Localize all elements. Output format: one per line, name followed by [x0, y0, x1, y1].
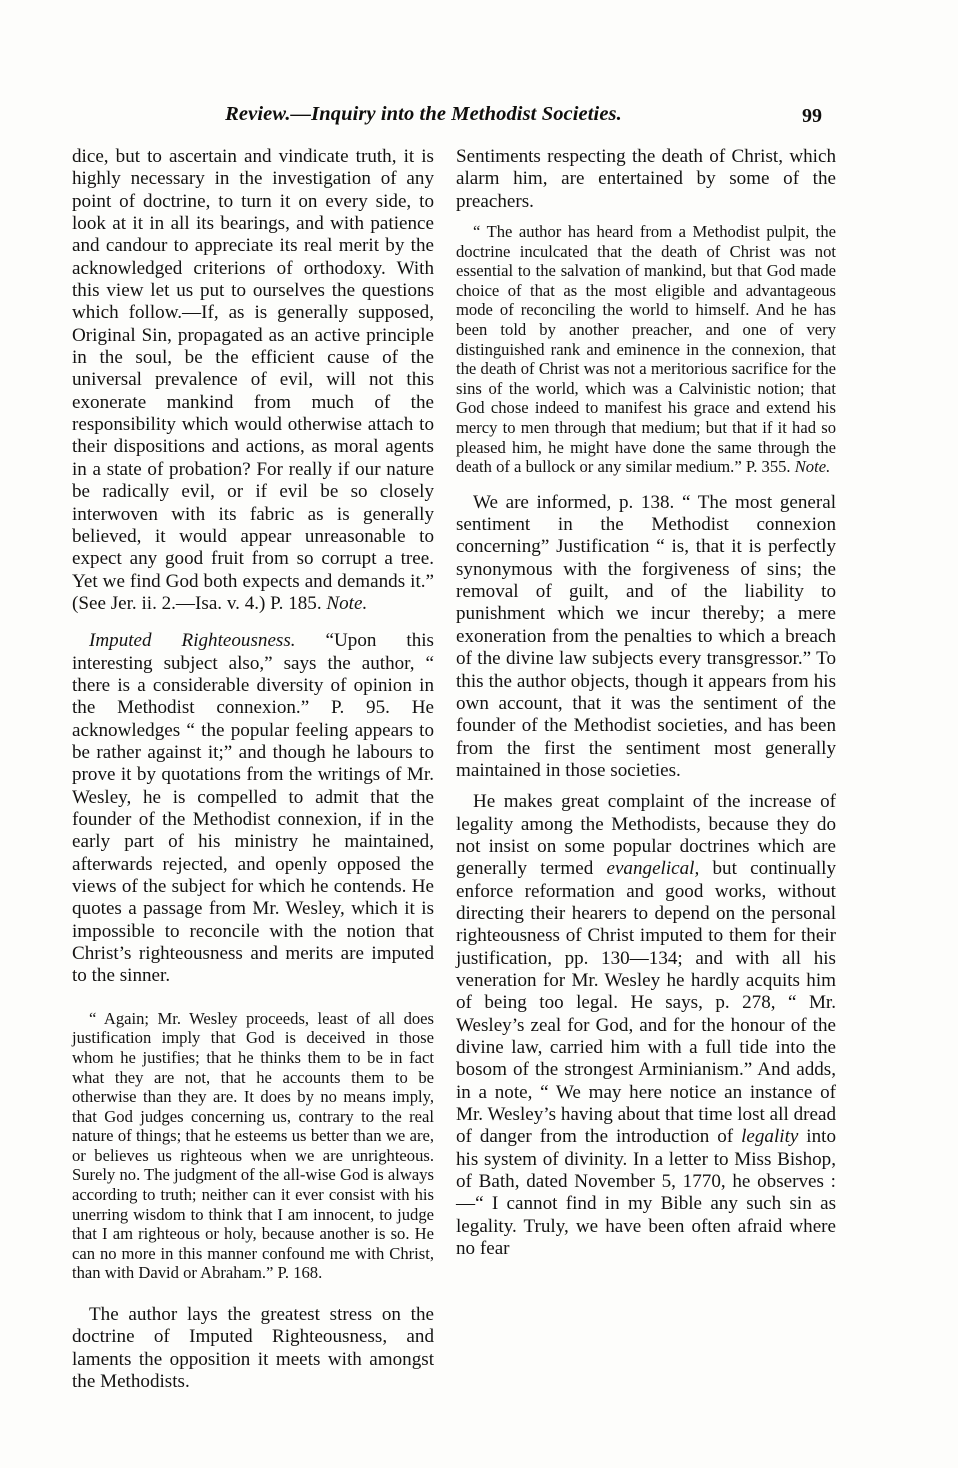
paragraph-text: “ The author has heard from a Methodist pulpit, the doctrine inculcated that the death of Christ was not essential to the salvation of mankind, but that God made choice of that as the most eligible and advantageous mode of reconciling the world to himself. And he has been told by another preacher, and one of very distinguished rank and eminence in the connexion, that the death of Christ was not a meritorious sacrifice for the sins of the world, which was a Calvinistic notion; that God chose indeed to manifest his grace and extend his mercy to men through that medium; but that if it had so pleased him, he might have done the same through the death of a bullock or any similar medium.” P. 355.	[456, 222, 836, 477]
paragraph-text: Sentiments respecting the death of Christ, which alarm him, are entertained by some of the preachers.	[456, 146, 836, 212]
paragraph-spacer	[72, 988, 434, 1009]
paragraph-p3-extract	[72, 1009, 434, 1283]
paragraph-text: into his system of divinity. In a letter to Miss Bishop, of Bath, dated November 5, 1770, he observes :—“ I cannot find in my Bible any such sin as legality. Truly, we have been often afraid where no fear	[456, 1126, 836, 1260]
running-head-title: Review.—Inquiry into the Methodist Societies.	[225, 103, 622, 125]
right-column	[456, 146, 836, 1260]
paragraph-text: “ Again; Mr. Wesley proceeds, least of all does justification imply that God is deceived in those whom he justifies; that he thinks them to be in fact what they are not, that he accounts them to be otherwise than they are. It does by no means imply, that God judges concerning us, contrary to the real nature of things; that he esteems us better than we are, or believes us righteous when we are unrighteous. Surely no. The judgment of the all-wise God is always according to truth; neither can it ever consist with his unerring wisdom to think that I am innocent, to judge that I am righteous or holy, because another is so. He can no more in this manner confound me with Christ, than with David or Abraham.” P. 168.	[72, 1008, 434, 1283]
paragraph-r2-extract	[456, 222, 836, 477]
paragraph-text: We are informed, p. 138. “ The most general sentiment in the Methodist connexion concerning” Justification “ is, that it is perfectly synonymous with the forgiveness of sins; the removal of guilt, and of the liability to punishment which we incur thereby; a mere exoneration from the penalties to which a breach of the divine law subjects every transgressor.” To this the author objects, though it appears from his own account, that it was the sentiment of the founder of the Methodist societies, and has been from the first the sentiment most generally maintained in those societies.	[456, 491, 836, 781]
paragraph-r1	[456, 146, 836, 213]
paragraph-spacer	[72, 615, 434, 630]
paragraph-text: The author lays the greatest stress on the doctrine of Imputed Righteousness, and laments the opposition it meets with amongst the Methodists.	[72, 1304, 434, 1393]
paragraph-text: “Upon this interesting subject also,” says the author, “ there is a considerable diversity of opinion in the Methodist connexion.” P. 95. He acknowledges “ the popular feeling appears to be rather against it;” and though he labours to prove it by quotations from the writings of Mr. Wesley, he is compelled to admit that the founder of the Methodist connexion, if in the early part of his ministry he maintained, afterwards rejected, and openly opposed the views of the subject for which he contends. He quotes a passage from Mr. Wesley, which it is impossible to reconcile with the notion that Christ’s righteousness and merits are imputed to the sinner.	[72, 630, 434, 987]
section-heading-imputed-righteousness: Imputed Righteousness.	[89, 630, 296, 652]
paragraph-text: dice, but to ascertain and vindicate truth, it is highly necessary in the investigation of any point of doctrine, to turn it on every side, to look at it in all its bearings, and with patience and candour to appreciate its real merit by the acknowledged criterions of orthodoxy. With this view let us put to ourselves the questions which follow.—If, as is generally supposed, Original Sin, propagated as an active principle in the soul, be the efficient cause of the universal prevalence of evil, will not this exonerate mankind from much of the responsibility which would otherwise attach to their dispositions and actions, as moral agents in a state of probation? For really if our nature be radically evil, or if evil be so closely interwoven with its fabric as is generally believed, it would appear unreasonable to expect any good fruit from so corrupt a tree. Yet we find God both expects and demands it.” (See Jer. ii. 2.—Isa. v. 4.) P. 185.	[72, 146, 434, 614]
paragraph-r3	[456, 492, 836, 782]
running-head	[0, 103, 958, 135]
paragraph-p1	[72, 146, 434, 615]
left-column	[72, 146, 434, 1393]
page-folio-number: 99	[802, 105, 822, 127]
paragraph-r4	[456, 791, 836, 1260]
paragraph-text: but continually enforce reformation and good works, without directing their hearers to depend on the personal righteousness of Christ imputed to them for their justification, pp. 130—134; and with all his veneration for Mr. Wesley he hardly acquits him of being too legal. He says, p. 278, “ Mr. Wesley’s zeal for God, and for the honour of the divine law, carried him with a full tide into the bosom of the strongest Arminianism.” And adds, in a note, “ We may here notice an instance of Mr. Wesley’s having about that time lost all dread of danger from the introduction of	[456, 858, 836, 1148]
emphasised-term: evangelical,	[606, 858, 700, 880]
emphasised-term: legality	[741, 1126, 799, 1148]
paragraph-spacer	[456, 477, 836, 492]
paragraph-note-italic: Note.	[794, 457, 831, 477]
paragraph-p4	[72, 1304, 434, 1393]
paragraph-segments	[456, 791, 836, 1259]
paragraph-text: He makes great complaint of the increase of legality among the Methodists, because they do not insist on some popular doctrines which are generally termed	[456, 791, 836, 880]
paragraph-note-italic: Note.	[326, 592, 368, 614]
paragraph-spacer	[456, 213, 836, 222]
paragraph-p2	[72, 630, 434, 988]
paragraph-spacer	[72, 1283, 434, 1304]
paragraph-spacer	[456, 782, 836, 791]
